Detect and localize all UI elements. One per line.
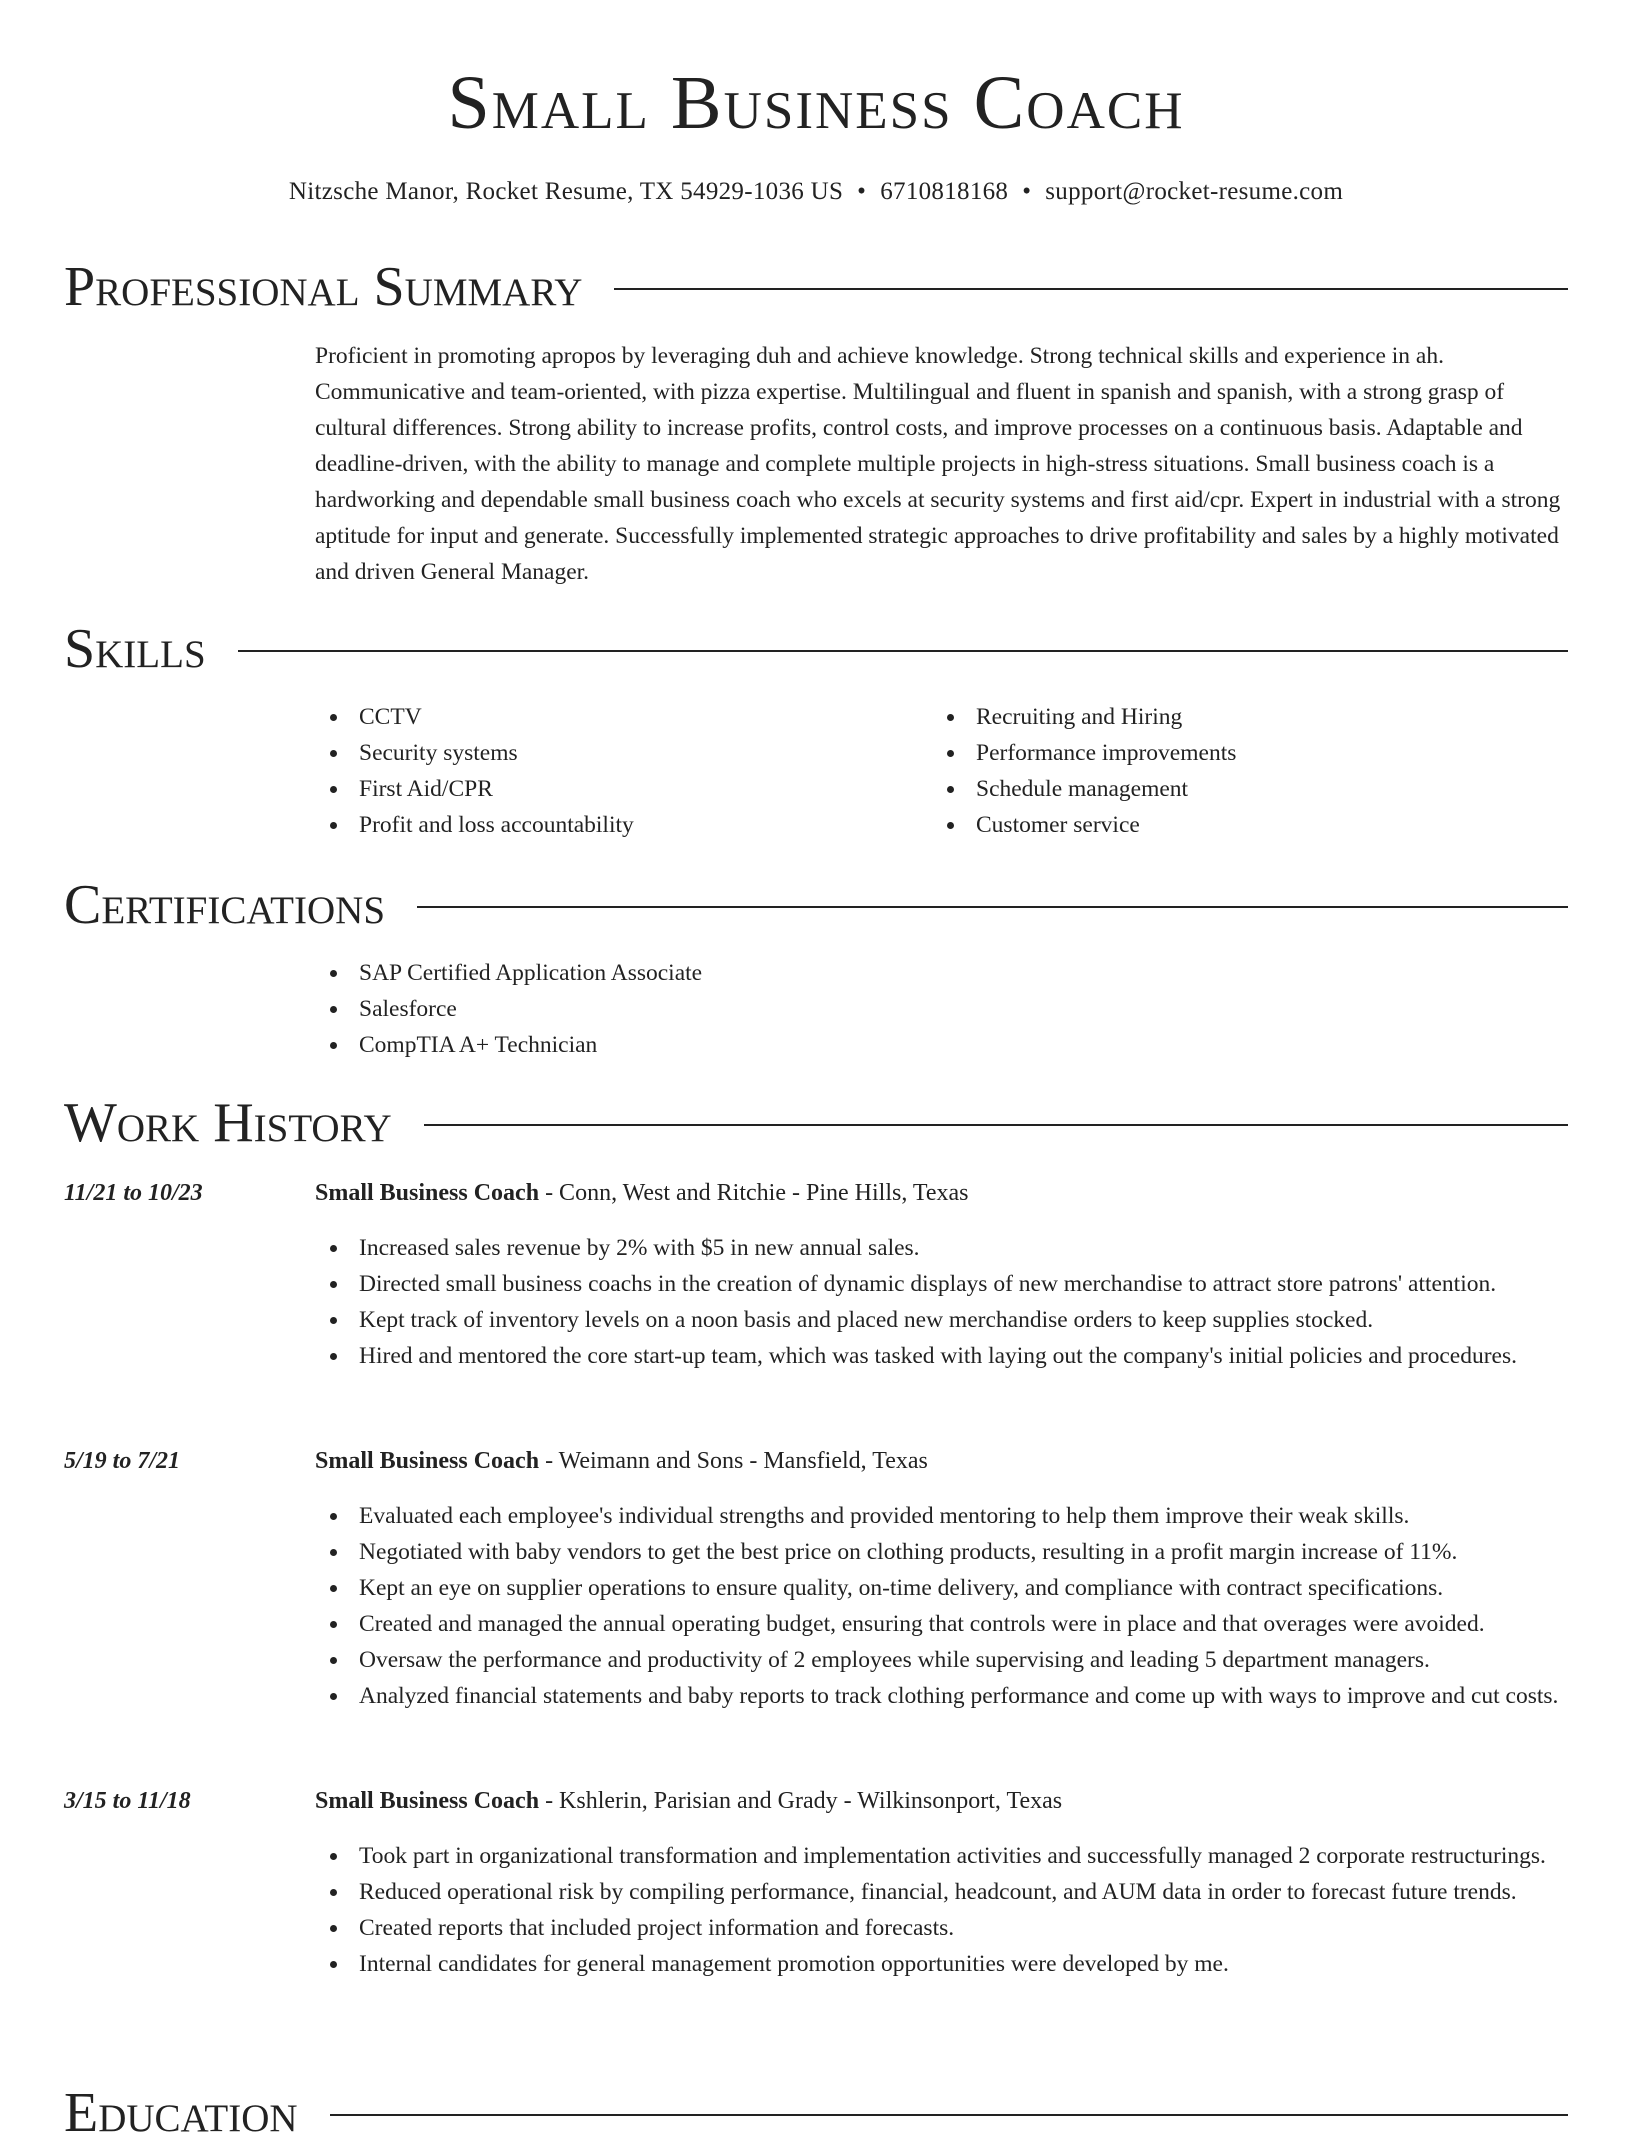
job-employer: - Weimann and Sons - Mansfield, Texas	[539, 1448, 928, 1474]
section-title: Professional Summary	[64, 256, 583, 318]
section-title: Work History	[64, 1092, 392, 1154]
certifications-list	[315, 955, 1569, 1063]
skills-list-right	[932, 699, 1532, 843]
job-bullet: Reduced operational risk by compiling performance, financial, headcount, and AUM data in order to forecast future trends.	[315, 1874, 1569, 1910]
summary-text: Proficient in promoting apropos by leveraging duh and achieve knowledge. Strong technical skills and experience in ah. Communicative and team-oriented, with pizza expertise. Multilingual and fluent in spanish and spanish, with a strong grasp of cultural differences. Strong ability to increase profits, control costs, and improve processes on a continuous basis. Adaptable and deadline-driven, with the ability to manage and complete multiple projects in high-stress situations. Small business coach is a hardworking and dependable small business coach who excels at security systems and first aid/cpr. Expert in industrial with a strong aptitude for input and generate. Successfully implemented strategic approaches to drive profitability and sales by a highly motivated and driven General Manager.	[315, 343, 1561, 585]
skill-item: First Aid/CPR	[315, 771, 915, 807]
section-summary-heading	[64, 252, 1568, 322]
section-skills-heading	[64, 614, 1568, 684]
job-bullet: Negotiated with baby vendors to get the best price on clothing products, resulting in a profit margin increase of 11%.	[315, 1534, 1569, 1570]
separator-dot: •	[1022, 178, 1032, 205]
job-bullet: Analyzed financial statements and baby reports to track clothing performance and come up with ways to improve and cut costs.	[315, 1678, 1569, 1714]
section-divider	[424, 1124, 1568, 1126]
separator-dot: •	[857, 178, 867, 205]
job-employer: - Kshlerin, Parisian and Grady - Wilkinsonport, Texas	[539, 1788, 1063, 1814]
job-bullet: Increased sales revenue by 2% with $5 in new annual sales.	[315, 1230, 1569, 1266]
section-title: Certifications	[64, 874, 386, 936]
section-divider	[417, 906, 1568, 908]
certification-item: CompTIA A+ Technician	[315, 1027, 1569, 1063]
skill-item: CCTV	[315, 699, 915, 735]
skill-item: Schedule management	[932, 771, 1532, 807]
resume-name: Small Business Coach	[447, 61, 1185, 145]
job-bullet: Internal candidates for general management promotion opportunities were developed by me.	[315, 1946, 1569, 1982]
job-bullets	[315, 1498, 1569, 1714]
job-heading	[315, 1443, 928, 1479]
skill-item: Security systems	[315, 735, 915, 771]
section-work-heading	[64, 1088, 1568, 1158]
job-heading	[315, 1783, 1062, 1819]
email-address[interactable]: support@rocket-resume.com	[1045, 178, 1344, 205]
contact-line	[0, 175, 1632, 209]
skill-item: Performance improvements	[932, 735, 1532, 771]
job-heading	[315, 1175, 969, 1211]
certification-item: Salesforce	[315, 991, 1569, 1027]
section-title: Skills	[64, 618, 206, 680]
job-bullet: Took part in organizational transformation and implementation activities and successfully managed 2 corporate restructurings.	[315, 1838, 1569, 1874]
skill-item: Profit and loss accountability	[315, 807, 915, 843]
job-bullet: Created reports that included project information and forecasts.	[315, 1910, 1569, 1946]
section-divider	[614, 288, 1568, 290]
job-bullet: Created and managed the annual operating budget, ensuring that controls were in place and that overages were avoided.	[315, 1606, 1569, 1642]
job-title: Small Business Coach	[315, 1180, 540, 1206]
job-bullets	[315, 1838, 1569, 1982]
job-bullet: Kept track of inventory levels on a noon basis and placed new merchandise orders to keep supplies stocked.	[315, 1302, 1569, 1338]
section-divider	[238, 650, 1568, 652]
job-bullets	[315, 1230, 1569, 1374]
phone-number: 6710818168	[880, 178, 1009, 205]
job-dates: 11/21 to 10/23	[64, 1180, 203, 1206]
job-bullet: Directed small business coachs in the creation of dynamic displays of new merchandise to attract store patrons' attention.	[315, 1266, 1569, 1302]
job-bullet: Kept an eye on supplier operations to ensure quality, on-time delivery, and compliance with contract specifications.	[315, 1570, 1569, 1606]
section-title: Education	[64, 2082, 298, 2144]
section-divider	[330, 2114, 1568, 2116]
address: Nitzsche Manor, Rocket Resume, TX 54929-1036 US	[288, 178, 844, 205]
job-title: Small Business Coach	[315, 1788, 540, 1814]
job-dates: 5/19 to 7/21	[64, 1448, 181, 1474]
skill-item: Customer service	[932, 807, 1532, 843]
job-bullet: Hired and mentored the core start-up team, which was tasked with laying out the company's initial policies and procedures.	[315, 1338, 1569, 1374]
skills-list-left	[315, 699, 915, 843]
job-employer: - Conn, West and Ritchie - Pine Hills, Texas	[539, 1180, 969, 1206]
section-certifications-heading	[64, 870, 1568, 940]
section-education-heading	[64, 2078, 1568, 2148]
job-bullet: Oversaw the performance and productivity of 2 employees while supervising and leading 5 department managers.	[315, 1642, 1569, 1678]
certification-item: SAP Certified Application Associate	[315, 955, 1569, 991]
job-bullet: Evaluated each employee's individual strengths and provided mentoring to help them improve their weak skills.	[315, 1498, 1569, 1534]
job-title: Small Business Coach	[315, 1448, 540, 1474]
job-dates: 3/15 to 11/18	[64, 1788, 191, 1814]
skill-item: Recruiting and Hiring	[932, 699, 1532, 735]
